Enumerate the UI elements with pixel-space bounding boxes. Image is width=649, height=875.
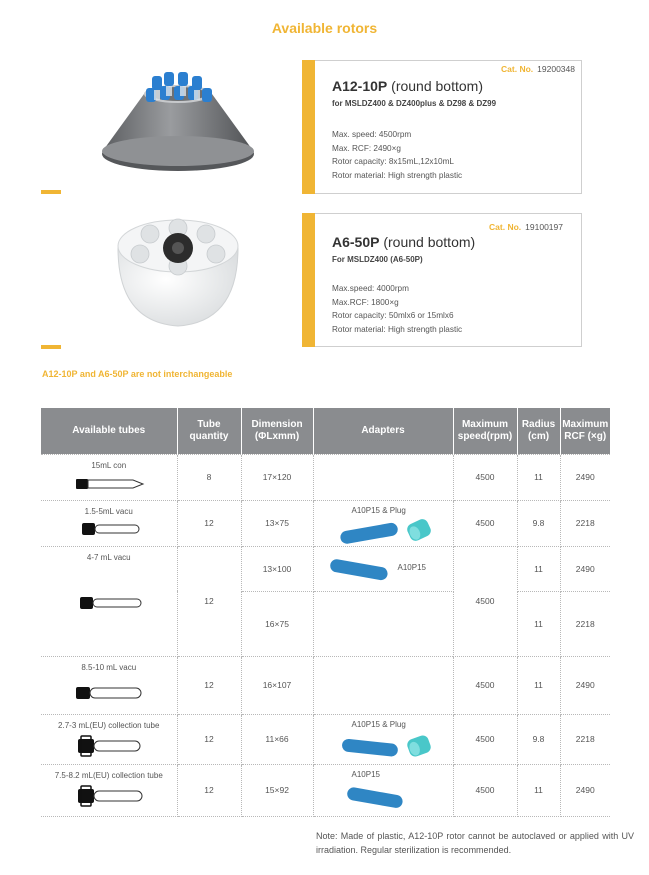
table-row (41, 454, 610, 500)
adapter-and-plug-icon (338, 729, 448, 759)
adapter-cell (313, 656, 453, 714)
rotor-2-underline (41, 345, 61, 349)
adapter-cell (313, 546, 453, 591)
dimension-cell: 16×75 (241, 591, 313, 656)
rcf-cell: 2490 (560, 656, 610, 714)
table-header-row (41, 408, 610, 454)
conical-tube-icon (75, 477, 145, 491)
adapter-label: A10P15 (351, 769, 380, 779)
rotor-compatibility: for MSLDZ400 & DZ400plus & DZ98 & DZ99 (332, 99, 497, 108)
adapter-cell (313, 454, 453, 500)
adapter-and-plug-icon (338, 515, 448, 545)
vacutainer-tube-icon (75, 685, 143, 701)
table-row (41, 500, 610, 546)
adapter-icon (328, 555, 392, 583)
rcf-cell: 2218 (560, 591, 610, 656)
speed-cell: 4500 (453, 454, 517, 500)
tube-name: 15mL con (91, 460, 127, 470)
vacutainer-tube-icon (81, 521, 141, 537)
speed-cell: 4500 (453, 656, 517, 714)
spec-line: Rotor capacity: 8x15mL,12x10mL (332, 157, 454, 166)
spec-line: Max. RCF: 2490×g (332, 143, 401, 153)
rotor-a12-10p-image (98, 64, 258, 182)
page-title: Available rotors (271, 20, 378, 36)
adapter-cell (313, 764, 453, 816)
spec-line: Max. speed: 4500rpm (332, 130, 412, 139)
qty-cell: 12 (177, 500, 241, 546)
radius-cell: 9.8 (517, 500, 560, 546)
speed-cell: 4500 (453, 500, 517, 546)
header-max-rcf: Maximum RCF (×g) (560, 408, 610, 454)
accent-bar (302, 60, 315, 194)
rotor-compatibility: For MSLDZ400 (A6-50P) (332, 255, 423, 264)
tube-cell (41, 500, 177, 546)
adapter-cell (313, 591, 453, 656)
dimension-cell: 15×92 (241, 764, 313, 816)
dimension-cell: 13×75 (241, 500, 313, 546)
radius-cell: 9.8 (517, 714, 560, 764)
radius-cell: 11 (517, 546, 560, 591)
adapter-label: A10P15 & Plug (351, 505, 406, 515)
spec-line: Rotor capacity: 50mlx6 or 15mlx6 (332, 311, 454, 320)
qty-cell: 12 (177, 546, 241, 656)
table-row (41, 546, 610, 591)
spec-line: Rotor material: High strength plastic (332, 170, 463, 180)
vacutainer-tube-icon (79, 595, 143, 611)
table-row (41, 656, 610, 714)
rcf-cell: 2490 (560, 454, 610, 500)
catalog-number: Cat. No. 19100197 (489, 222, 563, 232)
table-row (41, 764, 610, 816)
interchangeable-warning: A12-10P and A6-50P are not interchangeable (42, 369, 233, 379)
dimension-cell: 17×120 (241, 454, 313, 500)
catalog-number: Cat. No. 19200348 (501, 64, 575, 74)
dimension-cell: 13×100 (241, 546, 313, 591)
rotor-name: A12-10P (round bottom) (332, 78, 483, 94)
header-radius: Radius (cm) (517, 408, 560, 454)
spec-line: Max.speed: 4000rpm (332, 284, 409, 293)
rotor-a6-50p-image (110, 210, 246, 330)
tubes-table (41, 408, 610, 817)
header-max-speed: Maximum speed(rpm) (453, 408, 517, 454)
tube-cell (41, 656, 177, 714)
qty-cell: 12 (177, 764, 241, 816)
qty-cell: 12 (177, 656, 241, 714)
header-adapters: Adapters (313, 408, 453, 454)
adapter-cell (313, 500, 453, 546)
rcf-cell: 2218 (560, 500, 610, 546)
rcf-cell: 2490 (560, 764, 610, 816)
collection-tube-icon (77, 735, 143, 757)
qty-cell: 8 (177, 454, 241, 500)
rotor-name: A6-50P (round bottom) (332, 234, 476, 250)
speed-cell: 4500 (453, 714, 517, 764)
rotor-specs (332, 282, 462, 336)
tube-cell (41, 546, 177, 656)
tube-name: 7.5-8.2 mL(EU) collection tube (54, 770, 163, 780)
radius-cell: 11 (517, 656, 560, 714)
tube-cell (41, 764, 177, 816)
sterilization-note: Note: Made of plastic, A12-10P rotor cannot be autoclaved or applied with UV irradiation. Regular sterilization is recommended. (316, 831, 634, 855)
adapter-label: A10P15 & Plug (351, 719, 406, 729)
rcf-cell: 2218 (560, 714, 610, 764)
speed-cell: 4500 (453, 764, 517, 816)
spec-line: Rotor material: High strength plastic (332, 324, 463, 334)
spec-line: Max.RCF: 1800×g (332, 297, 399, 307)
tube-name: 2.7-3 mL(EU) collection tube (58, 720, 160, 730)
tube-name: 4-7 mL vacu (86, 552, 131, 562)
rotor-1-underline (41, 190, 61, 194)
radius-cell: 11 (517, 764, 560, 816)
tube-name: 1.5-5mL vacu (84, 506, 133, 516)
tube-cell (41, 454, 177, 500)
rotor-card-a12-10p (302, 60, 582, 194)
header-tube-quantity: Tube quantity (177, 408, 241, 454)
dimension-cell: 11×66 (241, 714, 313, 764)
collection-tube-icon (77, 785, 145, 807)
qty-cell: 12 (177, 714, 241, 764)
rcf-cell: 2490 (560, 546, 610, 591)
accent-bar (302, 213, 315, 347)
rotor-card-a6-50p (302, 213, 582, 347)
table-row (41, 714, 610, 764)
tube-name: 8.5-10 mL vacu (81, 662, 137, 672)
header-dimension: Dimension (ΦLxmm) (241, 408, 313, 454)
dimension-cell: 16×107 (241, 656, 313, 714)
adapter-icon (344, 781, 408, 811)
tube-cell (41, 714, 177, 764)
header-available-tubes: Available tubes (41, 408, 177, 454)
radius-cell: 11 (517, 591, 560, 656)
radius-cell: 11 (517, 454, 560, 500)
speed-cell: 4500 (453, 546, 517, 656)
adapter-label: A10P15 (397, 562, 426, 572)
adapter-cell (313, 714, 453, 764)
rotor-specs (332, 128, 462, 182)
